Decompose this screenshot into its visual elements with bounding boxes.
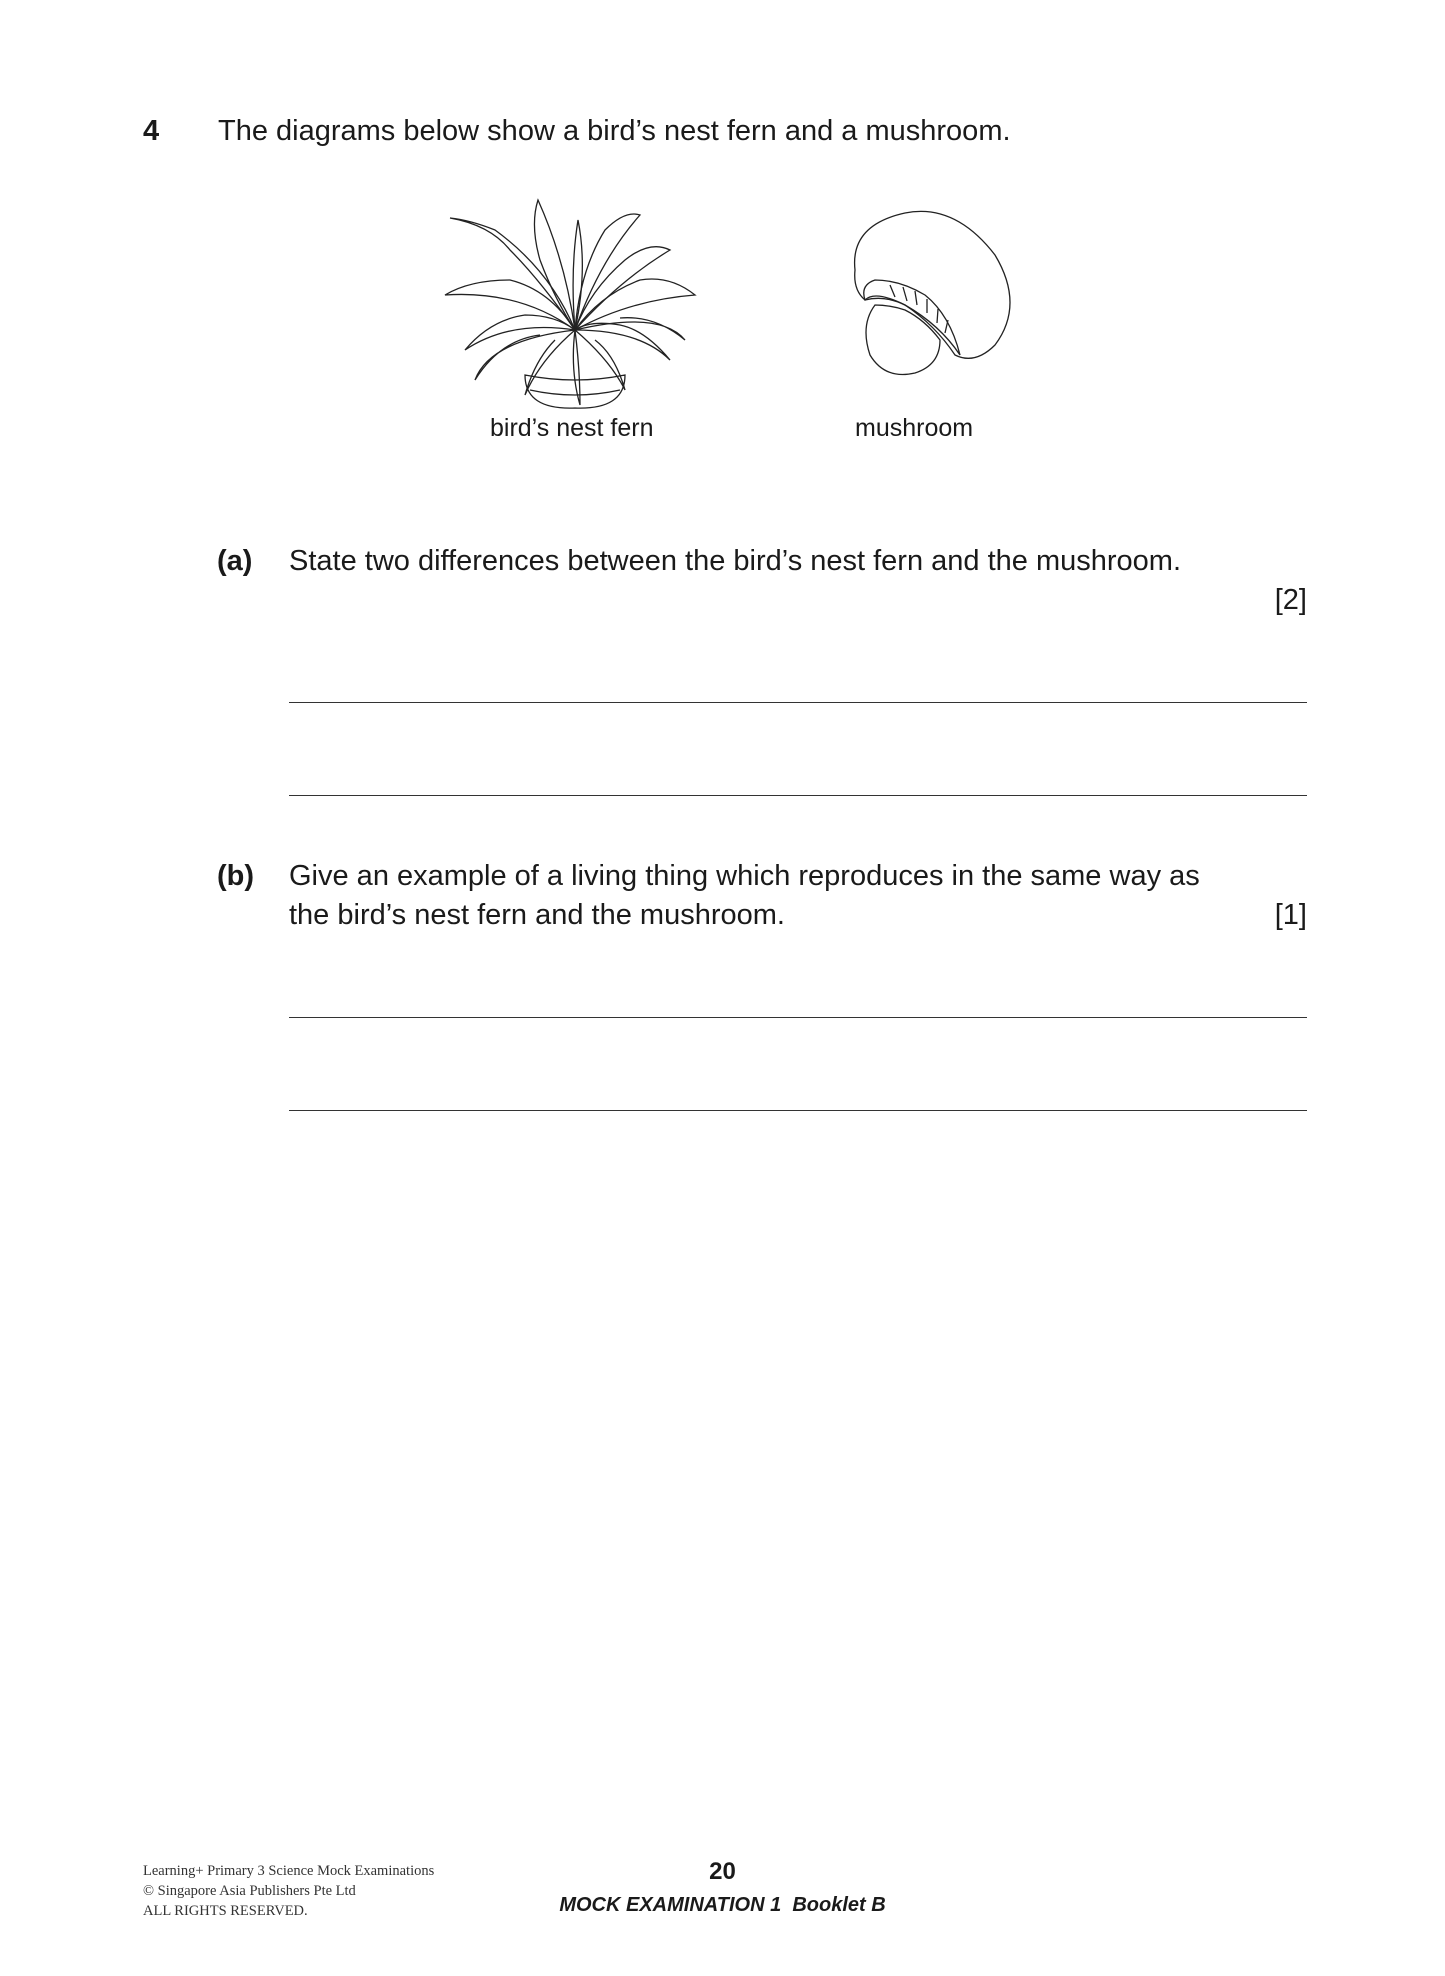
part-a-label: (a): [217, 545, 253, 577]
part-b-text-line-2: the bird’s nest fern and the mushroom.: [289, 899, 785, 931]
publisher-line: © Singapore Asia Publishers Pte Ltd: [143, 1883, 356, 1899]
exam-title: MOCK EXAMINATION 1 Booklet B: [559, 1894, 886, 1916]
publisher-line: ALL RIGHTS RESERVED.: [143, 1903, 308, 1919]
part-b-text-line-1: Give an example of a living thing which reproduces in the same way as: [289, 860, 1200, 892]
answer-line[interactable]: [289, 795, 1307, 796]
answer-line[interactable]: [289, 1110, 1307, 1111]
publisher-line: Learning+ Primary 3 Science Mock Examinations: [143, 1863, 435, 1879]
answer-line[interactable]: [289, 702, 1307, 703]
part-b-marks: [1]: [1274, 899, 1307, 931]
part-a-marks: [2]: [1274, 584, 1307, 616]
birds-nest-fern-icon: [430, 180, 720, 410]
mushroom-icon: [845, 205, 1025, 385]
question-number: 4: [143, 115, 160, 147]
figure-label-mushroom: mushroom: [855, 414, 974, 442]
page-number: 20: [709, 1858, 736, 1885]
part-b-label: (b): [217, 860, 255, 892]
answer-line[interactable]: [289, 1017, 1307, 1018]
figure-label-fern: bird’s nest fern: [490, 414, 654, 442]
part-a-text: State two differences between the bird’s nest fern and the mushroom.: [289, 545, 1182, 577]
question-stem: The diagrams below show a bird’s nest fern and a mushroom.: [218, 115, 1011, 147]
